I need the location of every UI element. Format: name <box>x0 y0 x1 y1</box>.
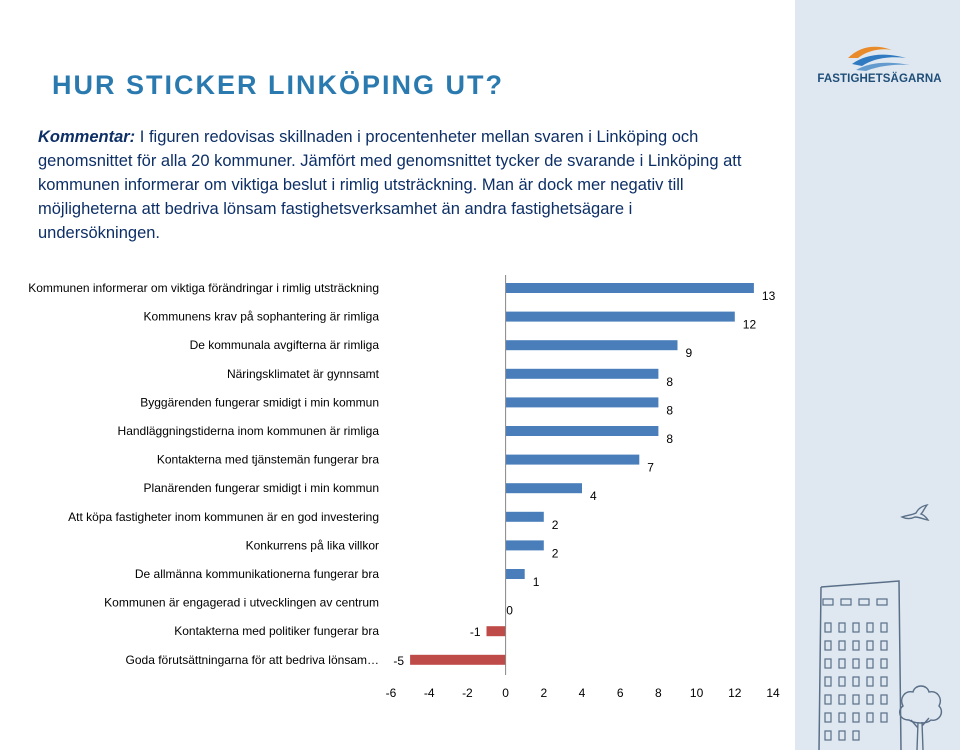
bar <box>506 340 678 350</box>
category-label: Konkurrens på lika villkor <box>245 538 379 553</box>
x-tick-label: 14 <box>766 686 780 700</box>
bar <box>506 483 582 493</box>
category-label: Kontakterna med tjänstemän fungerar bra <box>156 452 379 467</box>
category-labels <box>28 281 379 667</box>
value-label: 8 <box>666 432 674 446</box>
x-tick-label: -6 <box>385 686 397 700</box>
category-label: Att köpa fastigheter inom kommunen är en god investering <box>68 509 379 524</box>
value-label: 2 <box>551 517 559 532</box>
x-tick-label: 4 <box>578 686 586 700</box>
bar <box>506 312 735 322</box>
category-label: Handläggningstiderna inom kommunen är rimliga <box>117 424 379 438</box>
x-tick-label: 2 <box>540 686 548 700</box>
value-label: 12 <box>742 317 757 332</box>
bar <box>506 426 659 436</box>
brand-name: FASTIGHETSÄGARNA <box>817 73 942 85</box>
bars <box>410 283 754 665</box>
bar <box>410 655 506 665</box>
bar <box>506 397 659 407</box>
difference-bar-chart <box>0 265 790 710</box>
category-label: Kommunens krav på sophantering är rimliga <box>143 309 379 324</box>
wave-logo-icon <box>846 42 912 72</box>
category-label: De allmänna kommunikationerna fungerar bra <box>134 567 379 581</box>
bar <box>487 626 506 636</box>
comment-paragraph <box>38 125 743 245</box>
brand-logo <box>812 40 947 100</box>
x-tick-label: -2 <box>462 686 473 700</box>
value-label: 4 <box>590 489 597 504</box>
bar <box>506 369 659 379</box>
bar <box>506 283 754 293</box>
x-tick-label: 8 <box>655 686 662 700</box>
value-label: 13 <box>761 289 776 303</box>
comment-lead: Kommentar: <box>38 128 136 146</box>
category-label: Näringsklimatet är gynnsamt <box>226 366 379 381</box>
category-label: Kommunen informerar om viktiga förändringar i rimlig utsträckning <box>28 281 379 295</box>
bar <box>506 569 525 579</box>
comment-text: I figuren redovisas skillnaden i procentenheter mellan svaren i Linköping och genomsnittet för alla 20 kommuner. Jämfört med genomsnittet tycker de svarande i Linköping att kommunen informerar om viktiga beslut i rimlig utsträckning. Man är dock mer negativ till möjligheterna att bedriva lönsam fastighetsverksamhet än andra fastighetsägare i undersökningen. <box>38 128 742 242</box>
category-label: Planärenden fungerar smidigt i min kommun <box>143 481 379 496</box>
page-title: HUR STICKER LINKÖPING UT? <box>52 70 504 100</box>
x-tick-label: -4 <box>423 686 435 700</box>
value-label: 7 <box>647 460 654 475</box>
value-label: 9 <box>685 346 693 361</box>
value-label: 8 <box>666 374 674 389</box>
value-label: 1 <box>532 575 540 589</box>
value-label: -5 <box>393 653 405 668</box>
category-label: Goda förutsättningarna för att bedriva lönsam… <box>125 652 379 667</box>
value-label: -1 <box>469 625 481 640</box>
x-tick-label: 6 <box>616 686 624 700</box>
building-sketch-icon <box>815 575 907 750</box>
bar <box>506 455 640 465</box>
x-tick-label: 12 <box>728 686 742 700</box>
bar <box>506 540 544 550</box>
side-panel <box>795 0 960 750</box>
x-tick-label: 10 <box>689 686 704 700</box>
x-tick-label: 0 <box>502 686 509 700</box>
value-label: 0 <box>506 603 513 618</box>
value-label: 8 <box>666 403 674 418</box>
category-label: De kommunala avgifterna är rimliga <box>189 338 379 353</box>
category-label: Kommunen är engagerad i utvecklingen av centrum <box>104 595 379 610</box>
x-tick-labels <box>386 686 780 700</box>
tree-sketch-icon <box>895 678 945 750</box>
category-label: Byggärenden fungerar smidigt i min kommun <box>140 395 379 410</box>
bar <box>506 512 544 522</box>
category-label: Kontakterna med politiker fungerar bra <box>174 624 379 639</box>
value-label: 2 <box>551 546 559 561</box>
bird-icon <box>900 503 930 525</box>
